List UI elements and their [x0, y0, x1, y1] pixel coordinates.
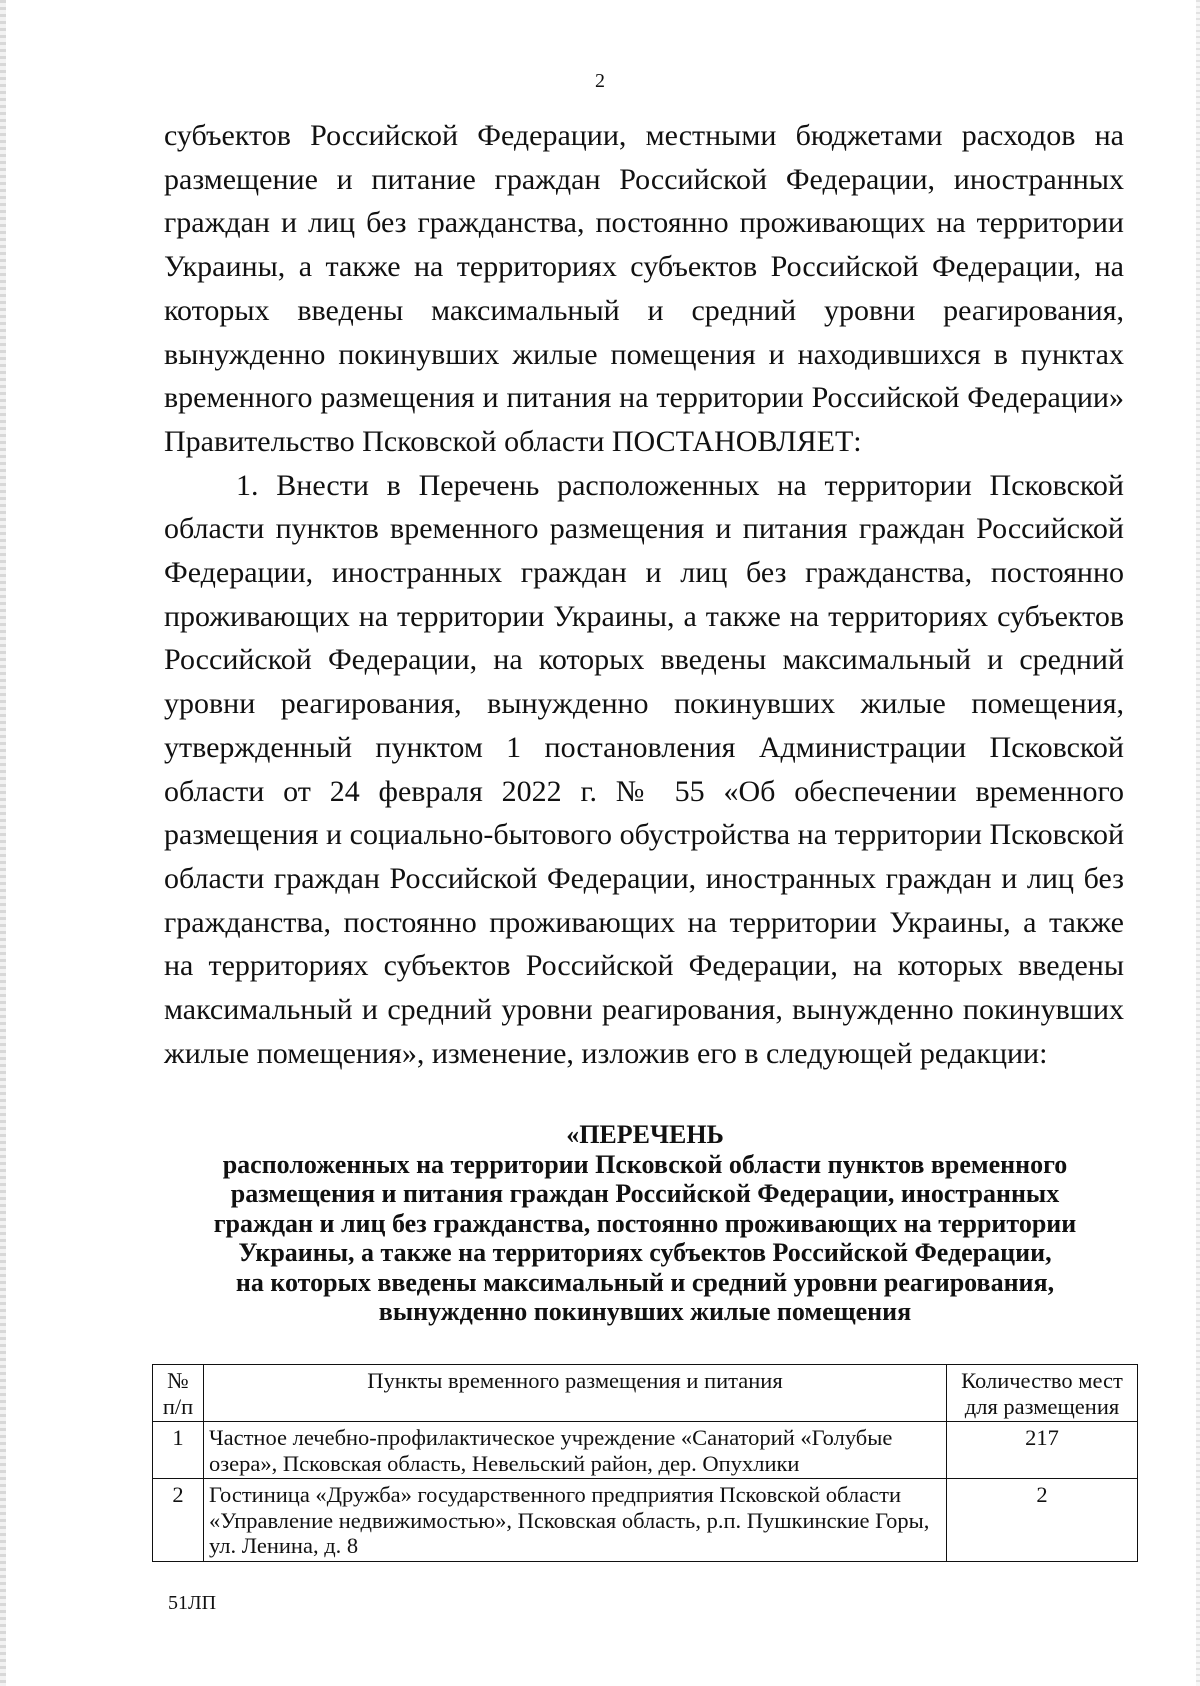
table-row: [153, 1479, 1138, 1562]
paragraph-clause-1: 1. Внести в Перечень расположенных на территории Псковской области пунктов временного размещения и питания граждан Российской Федерации, иностранных граждан и лиц без гражданства, постоянно проживающих на территории Украины, а также на территориях субъектов Российской Федерации, на которых введены максимальный и средний уровни реагирования, вынужденно покинувших жилые помещения, утвержденный пунктом 1 постановления Администрации Псковской области от 24 февраля 2022 г. № 55 «Об обеспечении временного размещения и социально-бытового обустройства на территории Псковской области граждан Российской Федерации, иностранных граждан и лиц без гражданства, постоянно проживающих на территории Украины, а также на территориях субъектов Российской Федерации, на которых введены максимальный и средний уровни реагирования, вынужденно покинувших жилые помещения», изменение, изложив его в следующей редакции:: [164, 468, 1124, 1070]
list-heading-line: граждан и лиц без гражданства, постоянно проживающих на территории: [213, 1208, 1077, 1238]
facilities-table-wrapper: [152, 1364, 1138, 1562]
row-facility: Частное лечебно-профилактическое учреждение «Санаторий «Голубые озера», Псковская область, Невельский район, дер. Опухлики: [204, 1422, 947, 1479]
list-heading-line: вынужденно покинувших жилые помещения: [378, 1297, 912, 1326]
list-heading-line: на которых введены максимальный и средний уровни реагирования,: [235, 1267, 1055, 1297]
scan-edge-right: [1196, 0, 1200, 1686]
table-header-row: [153, 1365, 1138, 1422]
row-number: 1: [153, 1422, 204, 1479]
header-facility: Пункты временного размещения и питания: [204, 1365, 947, 1422]
document-code: 51ЛП: [168, 1592, 217, 1614]
row-capacity: 2: [947, 1479, 1138, 1562]
header-capacity: Количество мест для размещения: [947, 1365, 1138, 1422]
facilities-table: [152, 1364, 1138, 1562]
scan-edge-left: [0, 0, 6, 1686]
list-heading-line: Украины, а также на территориях субъектов Российской Федерации,: [238, 1238, 1052, 1267]
row-capacity: 217: [947, 1422, 1138, 1479]
list-heading-line: расположенных на территории Псковской области пунктов временного: [222, 1149, 1068, 1179]
list-heading: [150, 1120, 1140, 1327]
page-number: 2: [595, 70, 605, 92]
paragraph-preamble: субъектов Российской Федерации, местными бюджетами расходов на размещение и питание граждан Российской Федерации, иностранных граждан и лиц без гражданства, постоянно проживающих на территории Украины, а также на территориях субъектов Российской Федерации, на которых введены максимальный и средний уровни реагирования, вынужденно покинувших жилые помещения и находившихся в пунктах временного размещения и питания на территории Российской Федерации» Правительство Псковской области ПОСТАНОВЛЯЕТ:: [164, 119, 1124, 458]
row-number: 2: [153, 1479, 204, 1562]
list-heading-line: размещения и питания граждан Российской Федерации, иностранных: [230, 1179, 1060, 1208]
row-facility: Гостиница «Дружба» государственного предприятия Псковской области «Управление недвижимостью», Псковская область, р.п. Пушкинские Горы, ул. Ленина, д. 8: [204, 1479, 947, 1562]
list-heading-title: «ПЕРЕЧЕНЬ: [566, 1120, 724, 1149]
table-row: [153, 1422, 1138, 1479]
header-number: № п/п: [153, 1365, 204, 1422]
document-body: [164, 114, 1124, 1075]
